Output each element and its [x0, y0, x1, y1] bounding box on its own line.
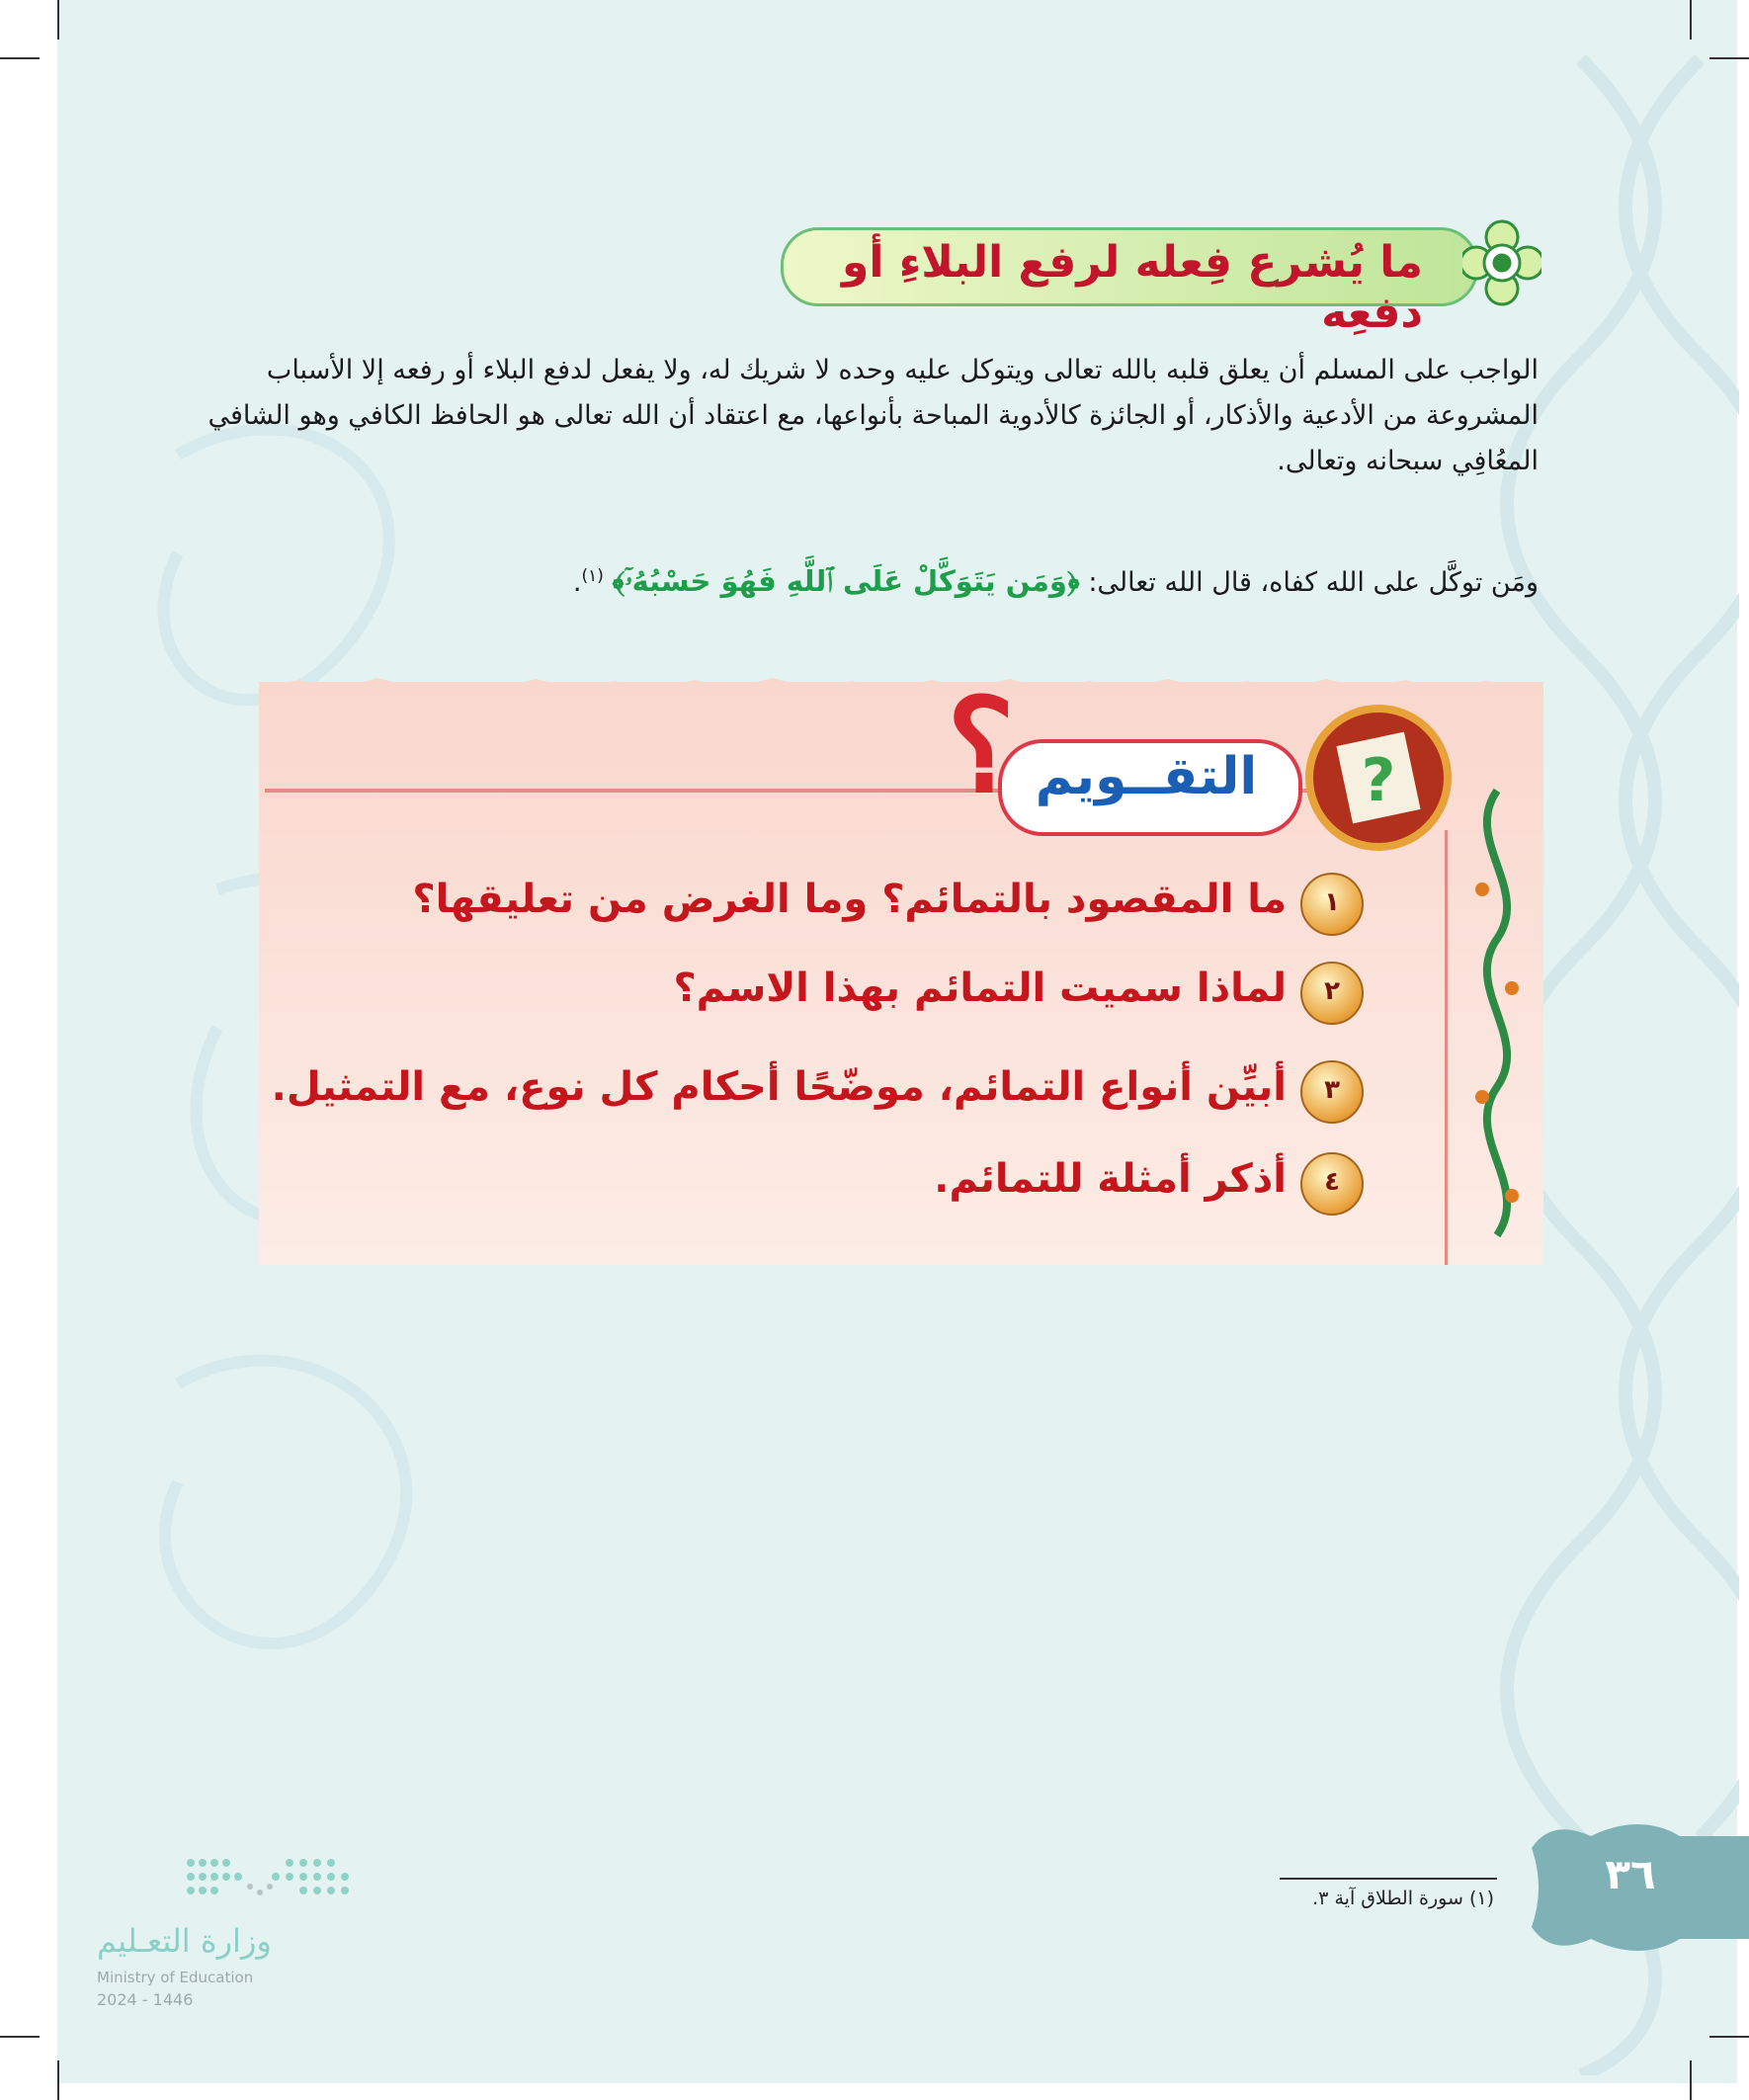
- crop-mark: [57, 0, 59, 40]
- page-number: ٣٦: [1605, 1850, 1656, 1898]
- question-text: ما المقصود بالتمائم؟ وما الغرض من تعليقها؟: [412, 877, 1287, 922]
- ministry-logo-icon: [181, 1853, 359, 1912]
- question-number-badge: ٤: [1300, 1152, 1364, 1216]
- ministry-name-arabic: وزارة التعـليم: [97, 1922, 272, 1960]
- section-banner: [781, 217, 1532, 338]
- crop-mark: [0, 2036, 40, 2038]
- verse-intro-text: ومَن توكَّل على الله كفاه، قال الله تعالى:: [1088, 567, 1539, 598]
- flower-emblem-icon: [1462, 217, 1541, 308]
- body-paragraph: الواجب على المسلم أن يعلق قلبه بالله تعالى ويتوكل عليه وحده لا شريك له، ولا يفعل لدفع البلاء أو رفعه إلا الأسباب المشروعة من الأدعية والأذكار، أو الجائزة كالأدوية المباحة بأنواعها، مع اعتقاد أن الله تعالى هو الحافظ الكافي وهو الشافي المعُافِي سبحانه وتعالى.: [208, 355, 1539, 476]
- question-text: لماذا سميت التمائم بهذا الاسم؟: [673, 966, 1287, 1011]
- edition-year: 2024 - 1446: [97, 1990, 194, 2009]
- footnote: (١) سورة الطلاق آية ٣.: [1312, 1888, 1494, 1909]
- vine-border-ornament: [1453, 781, 1541, 1265]
- section-title: ما يُشرع فِعله لرفع البلاءِ أو دفعِه: [841, 237, 1423, 338]
- evaluation-title: التقــويم: [1035, 747, 1258, 806]
- notebook-emblem-icon: [1304, 704, 1453, 852]
- footnote-reference: (١): [581, 566, 604, 586]
- question-text: أبيِّن أنواع التمائم، موضّحًا أحكام كل نوع، مع التمثيل.: [271, 1064, 1287, 1110]
- question-number-badge: ١: [1300, 873, 1364, 936]
- crop-mark: [0, 57, 40, 59]
- ministry-name-english: Ministry of Education: [97, 1969, 254, 1986]
- question-mark-icon: ؟: [947, 670, 1015, 821]
- body-paragraph-verse: [185, 553, 1539, 606]
- svg-text:?: ?: [1361, 746, 1396, 815]
- torn-paper-edge: [259, 676, 1543, 696]
- question-text: أذكر أمثلة للتمائم.: [934, 1156, 1287, 1202]
- footnote-rule: [1280, 1878, 1497, 1880]
- evaluation-vertical-line: [1445, 830, 1448, 1265]
- crop-mark: [57, 2060, 59, 2100]
- question-number-badge: ٢: [1300, 962, 1364, 1025]
- question-number-badge: ٣: [1300, 1060, 1364, 1124]
- quran-verse: ﴿وَمَن يَتَوَكَّلْ عَلَى ٱللَّهِ فَهُوَ حَسْبُهُۥٓ﴾: [612, 564, 1080, 598]
- verse-end-period: .: [572, 567, 582, 598]
